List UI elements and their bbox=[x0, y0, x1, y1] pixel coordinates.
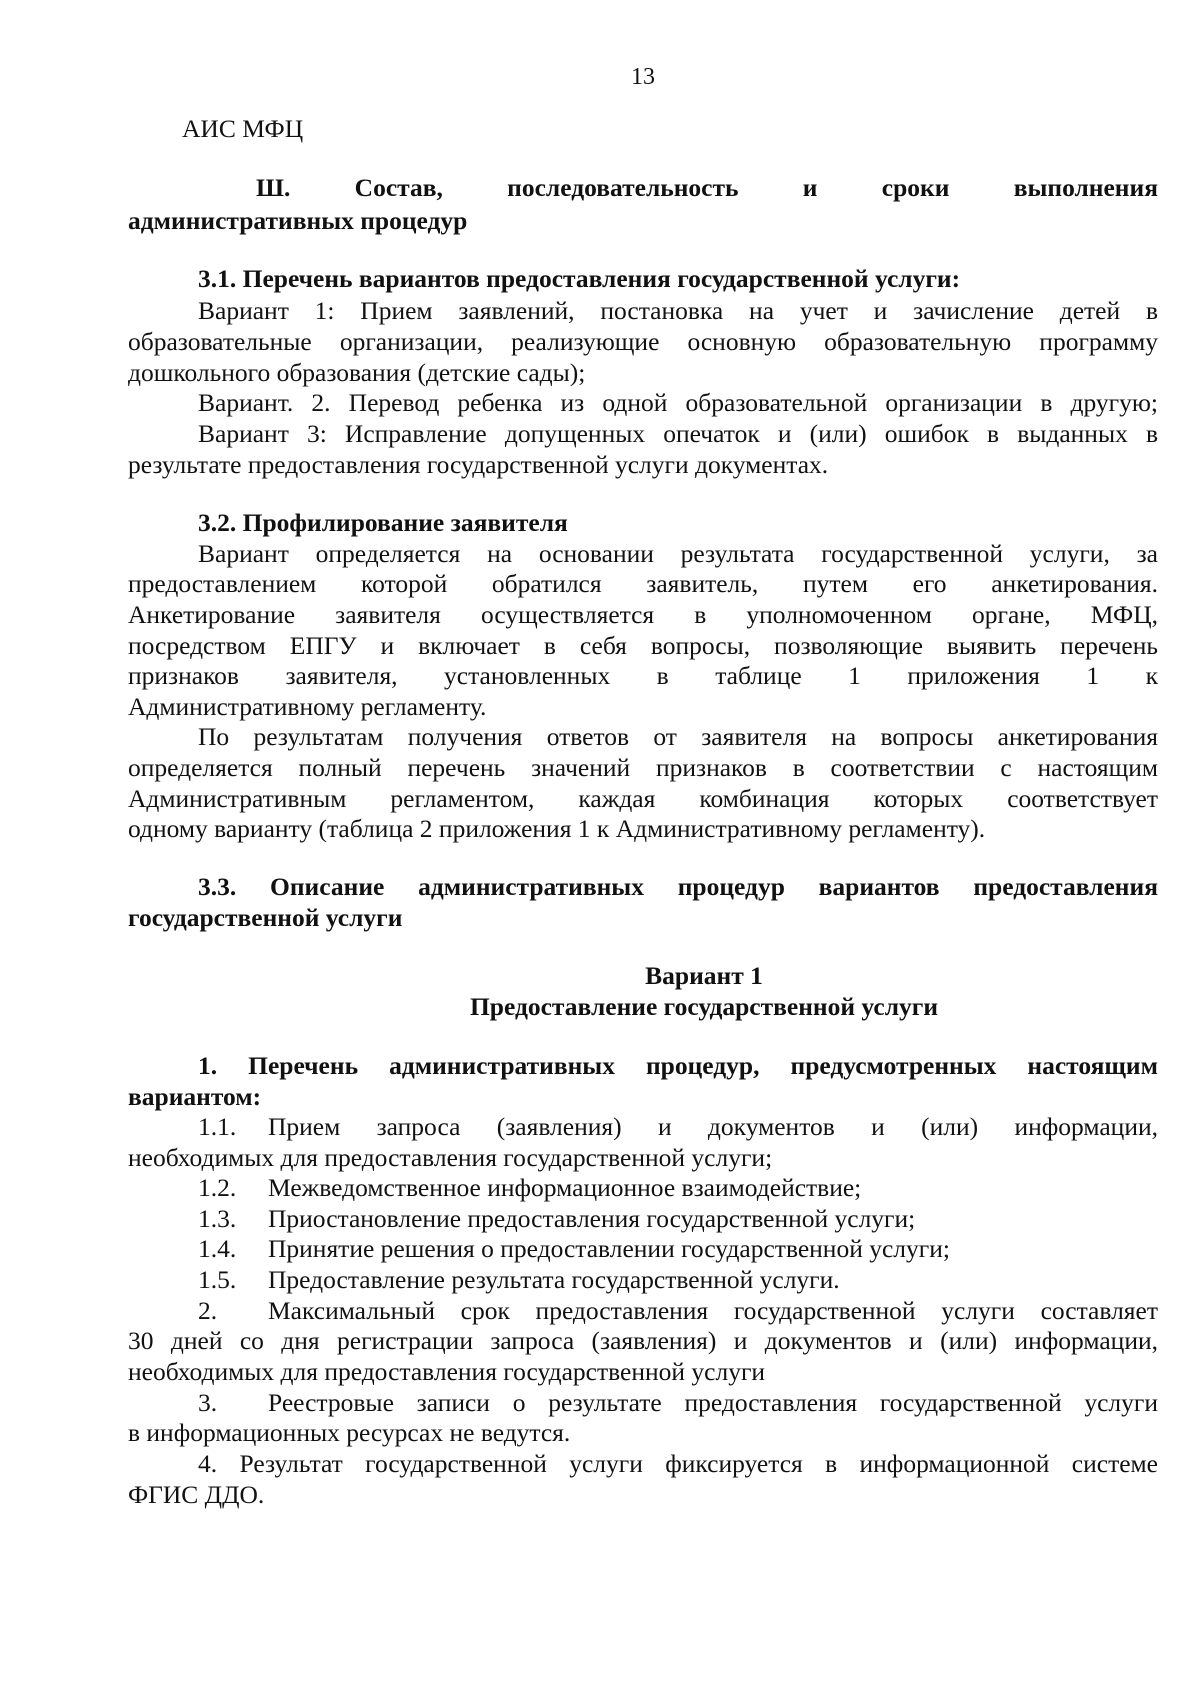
list-number: 1.5. bbox=[198, 1265, 237, 1294]
text-line: Административным регламентом, каждая комбинация которых соответствует bbox=[128, 784, 1158, 813]
list-number: 1.2. bbox=[198, 1173, 237, 1202]
list-text: Реестровые записи о результате предоставления государственной услуги bbox=[268, 1388, 1158, 1417]
list-text: Межведомственное информационное взаимодействие; bbox=[268, 1173, 862, 1202]
variant-subtitle: Предоставление государственной услуги bbox=[469, 992, 939, 1021]
text-line: дошкольного образования (детские сады); bbox=[128, 358, 586, 387]
text-line: ФГИС ДДО. bbox=[128, 1480, 265, 1509]
text-line: необходимых для предоставления государственной услуги bbox=[128, 1357, 766, 1386]
text-line: Вариант. 2. Перевод ребенка из одной образовательной организации в другую; bbox=[198, 388, 1158, 417]
list-text: Принятие решения о предоставлении государственной услуги; bbox=[268, 1234, 950, 1263]
list-number: 1.4. bbox=[198, 1234, 237, 1263]
text-line: посредством ЕПГУ и включает в себя вопросы, позволяющие выявить перечень bbox=[128, 631, 1158, 660]
section-3-title-cont: административных процедур bbox=[128, 206, 468, 235]
list-text: Предоставление результата государственной услуги. bbox=[268, 1265, 840, 1294]
text-line: АИС МФЦ bbox=[182, 114, 304, 143]
list-item bbox=[198, 1233, 1158, 1264]
list-number: 1.3. bbox=[198, 1204, 237, 1233]
text-line: 4. Результат государственной услуги фиксируется в информационной системе bbox=[198, 1449, 1158, 1478]
section-3-3-title: 3.3. Описание административных процедур вариантов предоставления bbox=[198, 872, 1158, 901]
list-item bbox=[198, 1264, 1158, 1295]
text-line: одному варианту (таблица 2 приложения 1 к Административному регламенту). bbox=[128, 814, 986, 843]
text-line: Вариант 1: Прием заявлений, постановка на учет и зачисление детей в bbox=[198, 296, 1158, 325]
list-item bbox=[198, 1172, 1158, 1203]
list-number: 3. bbox=[198, 1388, 218, 1417]
section-3-3-title-cont: государственной услуги bbox=[128, 903, 403, 932]
list-text: Приостановление предоставления государственной услуги; bbox=[268, 1204, 916, 1233]
text-line: необходимых для предоставления государственной услуги; bbox=[128, 1143, 773, 1172]
section-3-1-title: 3.1. Перечень вариантов предоставления государственной услуги: bbox=[198, 264, 961, 293]
text-line: определяется полный перечень значений признаков в соответствии с настоящим bbox=[128, 753, 1158, 782]
text-line: Анкетирование заявителя осуществляется в уполномоченном органе, МФЦ, bbox=[128, 600, 1158, 629]
procedures-title: 1. Перечень административных процедур, предусмотренных настоящим bbox=[198, 1051, 1158, 1080]
list-number: 2. bbox=[198, 1296, 218, 1325]
list-item bbox=[198, 1387, 1158, 1418]
text-line: в информационных ресурсах не ведутся. bbox=[128, 1418, 571, 1447]
list-number: 1.1. bbox=[198, 1112, 237, 1141]
list-item bbox=[198, 1295, 1158, 1326]
text-line: Административному регламенту. bbox=[128, 692, 487, 721]
text-line: результате предоставления государственной услуги документах. bbox=[128, 450, 829, 479]
section-3-2-title: 3.2. Профилирование заявителя bbox=[198, 508, 568, 537]
text-line: образовательные организации, реализующие основную образовательную программу bbox=[128, 327, 1158, 356]
text-line: Вариант определяется на основании результата государственной услуги, за bbox=[198, 539, 1158, 568]
text-line: По результатам получения ответов от заявителя на вопросы анкетирования bbox=[198, 722, 1158, 751]
text-line: предоставлением которой обратился заявитель, путем его анкетирования. bbox=[128, 569, 1158, 598]
text-line: Вариант 3: Исправление допущенных опечаток и (или) ошибок в выданных в bbox=[198, 419, 1158, 448]
list-text: Прием запроса (заявления) и документов и (или) информации, bbox=[268, 1112, 1158, 1141]
list-item bbox=[198, 1111, 1158, 1142]
procedures-title-cont: вариантом: bbox=[128, 1082, 262, 1111]
text-line: признаков заявителя, установленных в таблице 1 приложения 1 к bbox=[128, 661, 1158, 690]
text-line: 30 дней со дня регистрации запроса (заявления) и документов и (или) информации, bbox=[128, 1326, 1158, 1355]
list-item bbox=[198, 1203, 1158, 1234]
page-number: 13 bbox=[631, 64, 655, 90]
variant-title: Вариант 1 bbox=[645, 961, 763, 990]
section-3-title: Ш. Состав, последовательность и сроки выполнения bbox=[256, 173, 1158, 202]
list-text: Максимальный срок предоставления государственной услуги составляет bbox=[268, 1296, 1158, 1325]
